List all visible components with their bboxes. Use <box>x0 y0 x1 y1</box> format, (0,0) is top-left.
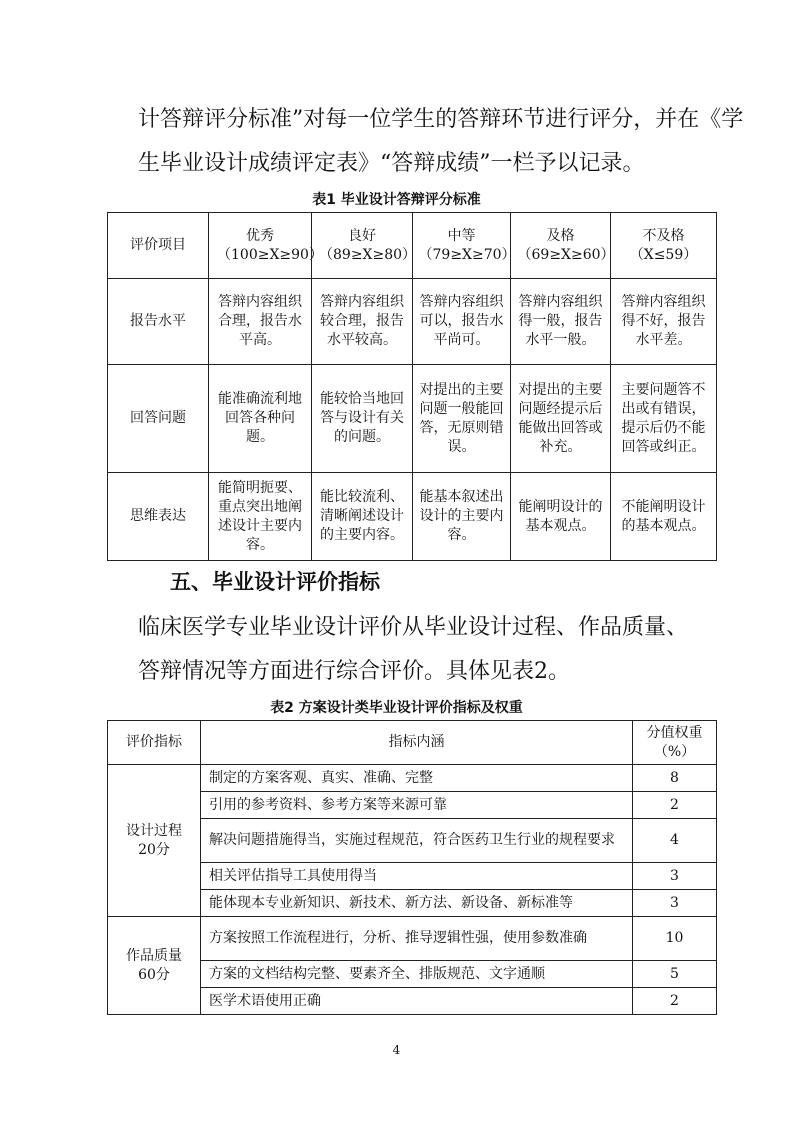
weight-cell: 3 <box>633 863 717 890</box>
table-cell: 答辩内容组织得一般，报告水平一般。 <box>511 279 611 365</box>
table-row <box>108 473 717 561</box>
header-cell-fail: 不及格（X≤59） <box>611 213 717 279</box>
table-cell: 能比较流利、清晰阐述设计的主要内容。 <box>312 473 413 561</box>
weight-cell: 2 <box>633 988 717 1015</box>
group-label-design-process: 设计过程20分 <box>108 765 201 917</box>
table-row <box>108 365 717 473</box>
table-cell: 能阐明设计的基本观点。 <box>511 473 611 561</box>
table-cell: 方案的文档结构完整、要素齐全、排版规范、文字通顺 <box>201 961 633 988</box>
table-row <box>108 765 717 792</box>
table-cell: 制定的方案客观、真实、准确、完整 <box>201 765 633 792</box>
row-label-answer: 回答问题 <box>108 365 209 473</box>
table-cell: 答辩内容组织合理，报告水平高。 <box>209 279 312 365</box>
table-cell: 能体现本专业新知识、新技术、新方法、新设备、新标准等 <box>201 890 633 917</box>
intro-line-2: 生毕业设计成绩评定表》“答辩成绩”一栏予以记录。 <box>138 151 645 176</box>
table-cell: 答辩内容组织较合理，报告水平较高。 <box>312 279 413 365</box>
section5-line-2: 答辩情况等方面进行综合评价。具体见表2。 <box>138 659 570 684</box>
group-label-work-quality: 作品质量60分 <box>108 917 201 1015</box>
grading-standard-table <box>107 212 717 561</box>
header-cell-pass: 及格（69≥X≥60） <box>511 213 611 279</box>
weight-cell: 8 <box>633 765 717 792</box>
weight-cell: 5 <box>633 961 717 988</box>
header-cell-indicator: 评价指标 <box>108 721 201 765</box>
table-cell: 对提出的主要问题一般能回答，无原则错误。 <box>413 365 511 473</box>
header-cell-weight: 分值权重（%） <box>633 721 717 765</box>
table-cell: 能准确流利地回答各种问题。 <box>209 365 312 473</box>
table-cell: 对提出的主要问题经提示后能做出回答或补充。 <box>511 365 611 473</box>
table-cell: 相关评估指导工具使用得当 <box>201 863 633 890</box>
intro-line-1: 计答辩评分标准”对每一位学生的答辩环节进行评分，并在《学 <box>138 107 744 132</box>
header-cell-good: 良好（89≥X≥80） <box>312 213 413 279</box>
table-row <box>108 279 717 365</box>
intro-paragraph <box>138 98 744 186</box>
section5-heading: 五、毕业设计评价指标 <box>170 570 380 594</box>
weight-cell: 10 <box>633 917 717 961</box>
weight-cell: 2 <box>633 792 717 819</box>
section5-line-1: 临床医学专业毕业设计评价从毕业设计过程、作品质量、 <box>138 615 689 640</box>
header-cell-excellent: 优秀（100≥X≥90） <box>209 213 312 279</box>
table-cell: 引用的参考资料、参考方案等来源可靠 <box>201 792 633 819</box>
table-cell: 方案按照工作流程进行，分析、推导逻辑性强，使用参数准确 <box>201 917 633 961</box>
table1-header-row <box>108 213 717 279</box>
weight-cell: 3 <box>633 890 717 917</box>
row-label-expression: 思维表达 <box>108 473 209 561</box>
table-cell: 主要问题答不出或有错误，提示后仍不能回答或纠正。 <box>611 365 717 473</box>
header-cell-medium: 中等（79≥X≥70） <box>413 213 511 279</box>
table-cell: 能基本叙述出设计的主要内容。 <box>413 473 511 561</box>
table-cell: 答辩内容组织可以，报告水平尚可。 <box>413 279 511 365</box>
table-cell: 答辩内容组织得不好，报告水平差。 <box>611 279 717 365</box>
table2-caption: 表2 方案设计类毕业设计评价指标及权重 <box>270 700 523 716</box>
table-cell: 医学术语使用正确 <box>201 988 633 1015</box>
table-cell: 能简明扼要、重点突出地阐述设计主要内容。 <box>209 473 312 561</box>
table1-caption: 表1 毕业设计答辩评分标准 <box>312 192 481 208</box>
evaluation-index-table <box>107 720 717 1015</box>
table-cell: 不能阐明设计的基本观点。 <box>611 473 717 561</box>
section5-paragraph <box>138 606 718 694</box>
page-number: 4 <box>392 1043 401 1057</box>
table-cell: 能较恰当地回答与设计有关的问题。 <box>312 365 413 473</box>
table-row <box>108 917 717 961</box>
table-cell: 解决问题措施得当，实施过程规范，符合医药卫生行业的规程要求 <box>201 819 633 863</box>
table2-header-row <box>108 721 717 765</box>
header-cell-content: 指标内涵 <box>201 721 633 765</box>
weight-cell: 4 <box>633 819 717 863</box>
row-label-report: 报告水平 <box>108 279 209 365</box>
header-cell-item: 评价项目 <box>108 213 209 279</box>
